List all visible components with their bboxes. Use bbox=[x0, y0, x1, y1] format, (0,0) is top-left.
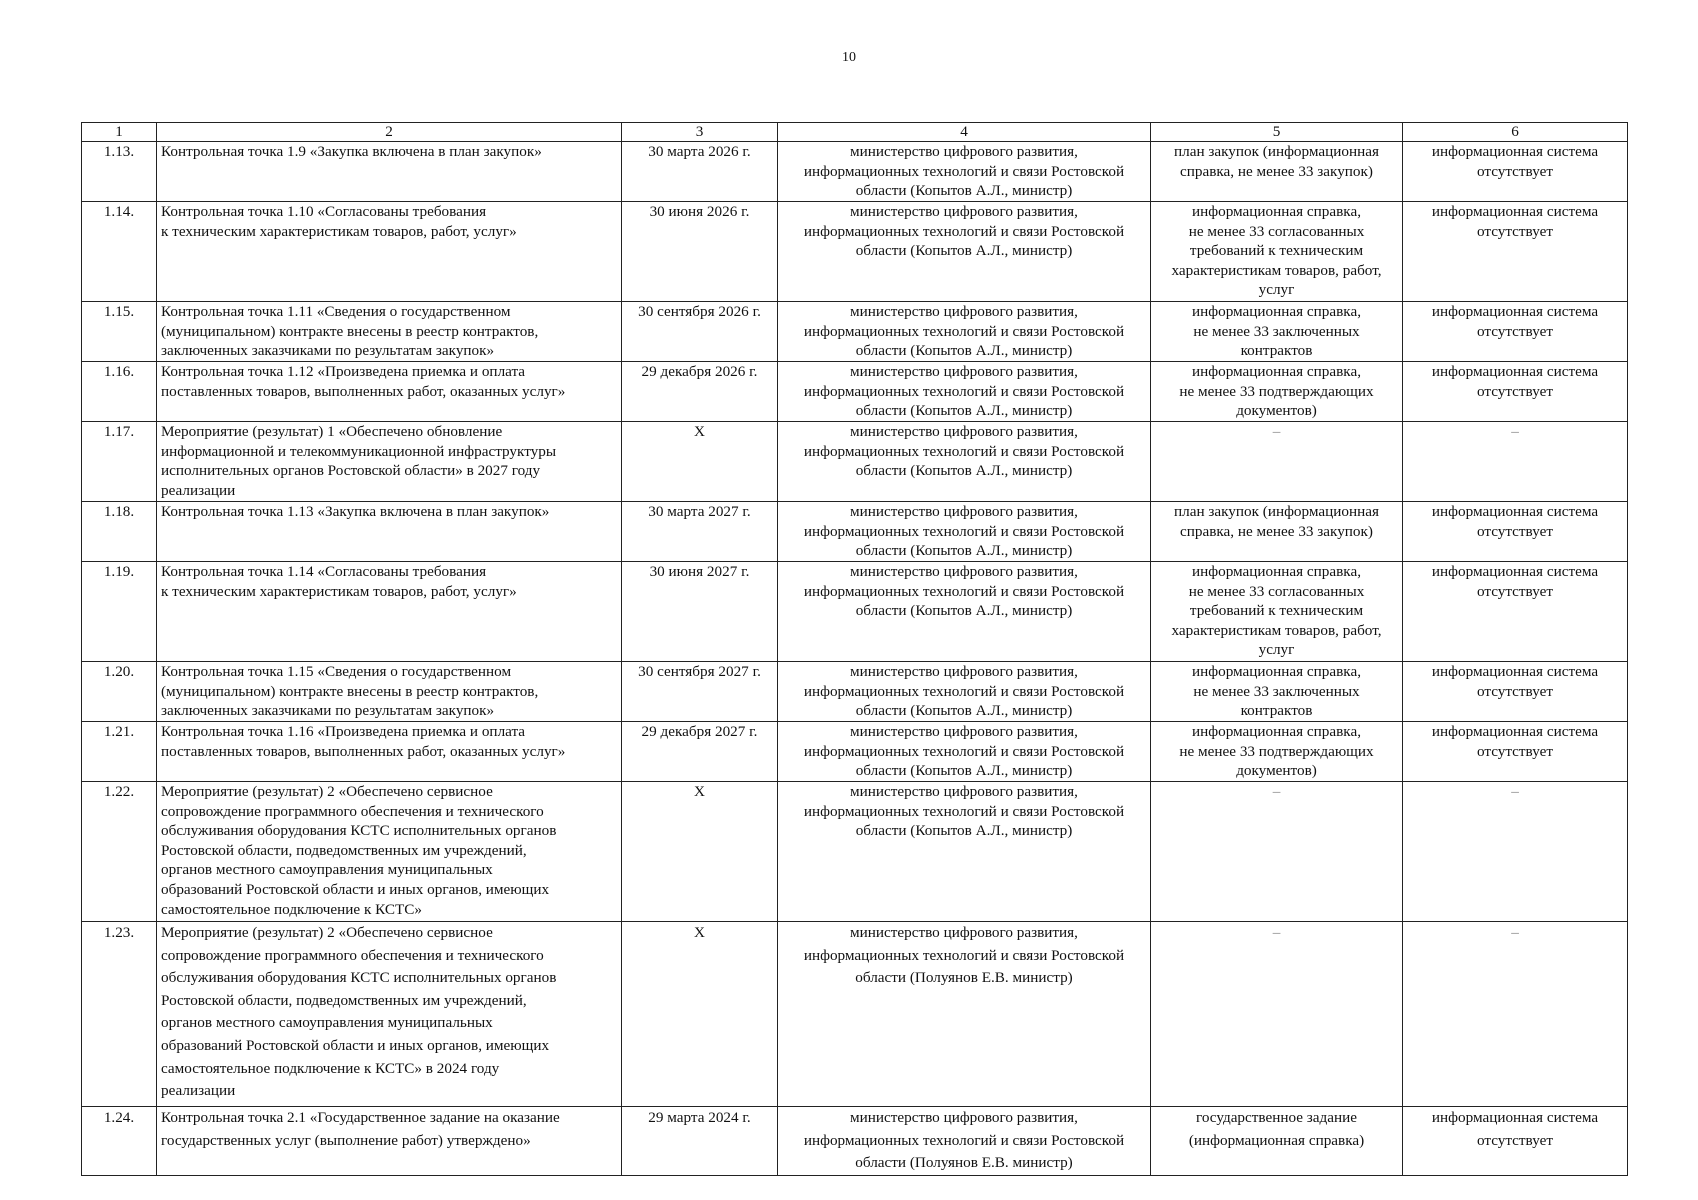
row-number: 1.13. bbox=[82, 142, 157, 202]
row-document: информационная справка, не менее 33 согласованных требований к техническим характеристикам товаров, работ, услуг bbox=[1151, 562, 1403, 662]
page-number: 10 bbox=[842, 50, 856, 65]
row-system: информационная система отсутствует bbox=[1403, 202, 1628, 302]
row-responsible: министерство цифрового развития, информационных технологий и связи Ростовской области (Копытов А.Л., министр) bbox=[778, 142, 1151, 202]
row-date: 29 декабря 2027 г. bbox=[622, 722, 778, 782]
row-system: информационная система отсутствует bbox=[1403, 502, 1628, 562]
row-document: план закупок (информационная справка, не менее 33 закупок) bbox=[1151, 502, 1403, 562]
plan-table bbox=[81, 122, 1628, 1176]
row-system: информационная система отсутствует bbox=[1403, 1107, 1628, 1176]
row-number: 1.23. bbox=[82, 922, 157, 1107]
row-document: – bbox=[1151, 422, 1403, 502]
row-number: 1.16. bbox=[82, 362, 157, 422]
row-number: 1.20. bbox=[82, 662, 157, 722]
row-responsible: министерство цифрового развития, информационных технологий и связи Ростовской области (Полуянов Е.В. министр) bbox=[778, 922, 1151, 1107]
row-name: Контрольная точка 1.14 «Согласованы требования к техническим характеристикам товаров, работ, услуг» bbox=[157, 562, 622, 662]
row-name: Контрольная точка 1.11 «Сведения о государственном (муниципальном) контракте внесены в реестр контрактов, заключенных заказчиками по результатам закупок» bbox=[157, 302, 622, 362]
row-responsible: министерство цифрового развития, информационных технологий и связи Ростовской области (Копытов А.Л., министр) bbox=[778, 202, 1151, 302]
row-name: Контрольная точка 1.16 «Произведена приемка и оплата поставленных товаров, выполненных работ, оказанных услуг» bbox=[157, 722, 622, 782]
header-cell: 1 bbox=[82, 123, 157, 142]
row-date: 30 сентября 2026 г. bbox=[622, 302, 778, 362]
row-responsible: министерство цифрового развития, информационных технологий и связи Ростовской области (Копытов А.Л., министр) bbox=[778, 422, 1151, 502]
row-system: информационная система отсутствует bbox=[1403, 722, 1628, 782]
table-row bbox=[82, 562, 1628, 662]
row-responsible: министерство цифрового развития, информационных технологий и связи Ростовской области (Копытов А.Л., министр) bbox=[778, 362, 1151, 422]
header-cell: 3 bbox=[622, 123, 778, 142]
row-name: Контрольная точка 1.13 «Закупка включена в план закупок» bbox=[157, 502, 622, 562]
header-cell: 6 bbox=[1403, 123, 1628, 142]
row-responsible: министерство цифрового развития, информационных технологий и связи Ростовской области (Полуянов Е.В. министр) bbox=[778, 1107, 1151, 1176]
row-date: 30 марта 2027 г. bbox=[622, 502, 778, 562]
row-date: 30 июня 2026 г. bbox=[622, 202, 778, 302]
table-row bbox=[82, 922, 1628, 1107]
row-responsible: министерство цифрового развития, информационных технологий и связи Ростовской области (Копытов А.Л., министр) bbox=[778, 502, 1151, 562]
row-document: – bbox=[1151, 782, 1403, 922]
row-number: 1.22. bbox=[82, 782, 157, 922]
row-number: 1.21. bbox=[82, 722, 157, 782]
row-responsible: министерство цифрового развития, информационных технологий и связи Ростовской области (Копытов А.Л., министр) bbox=[778, 562, 1151, 662]
table-row bbox=[82, 142, 1628, 202]
row-responsible: министерство цифрового развития, информационных технологий и связи Ростовской области (Копытов А.Л., министр) bbox=[778, 782, 1151, 922]
header-cell: 4 bbox=[778, 123, 1151, 142]
row-document: план закупок (информационная справка, не менее 33 закупок) bbox=[1151, 142, 1403, 202]
table-row bbox=[82, 722, 1628, 782]
row-date: 29 марта 2024 г. bbox=[622, 1107, 778, 1176]
row-number: 1.24. bbox=[82, 1107, 157, 1176]
row-responsible: министерство цифрового развития, информационных технологий и связи Ростовской области (Копытов А.Л., министр) bbox=[778, 662, 1151, 722]
row-document: информационная справка, не менее 33 подтверждающих документов) bbox=[1151, 362, 1403, 422]
row-number: 1.17. bbox=[82, 422, 157, 502]
table-row bbox=[82, 422, 1628, 502]
row-date: Х bbox=[622, 782, 778, 922]
row-system: – bbox=[1403, 922, 1628, 1107]
row-date: Х bbox=[622, 922, 778, 1107]
row-document: государственное задание (информационная справка) bbox=[1151, 1107, 1403, 1176]
row-document: информационная справка, не менее 33 согласованных требований к техническим характеристикам товаров, работ, услуг bbox=[1151, 202, 1403, 302]
row-system: информационная система отсутствует bbox=[1403, 362, 1628, 422]
row-number: 1.15. bbox=[82, 302, 157, 362]
row-name: Контрольная точка 1.10 «Согласованы требования к техническим характеристикам товаров, работ, услуг» bbox=[157, 202, 622, 302]
row-name: Мероприятие (результат) 1 «Обеспечено обновление информационной и телекоммуникационной инфраструктуры исполнительных органов Ростовской области» в 2027 году реализации bbox=[157, 422, 622, 502]
table-row bbox=[82, 662, 1628, 722]
row-name: Контрольная точка 1.12 «Произведена приемка и оплата поставленных товаров, выполненных работ, оказанных услуг» bbox=[157, 362, 622, 422]
row-system: информационная система отсутствует bbox=[1403, 302, 1628, 362]
table-row bbox=[82, 302, 1628, 362]
row-name: Контрольная точка 2.1 «Государственное задание на оказание государственных услуг (выполнение работ) утверждено» bbox=[157, 1107, 622, 1176]
row-date: 29 декабря 2026 г. bbox=[622, 362, 778, 422]
row-number: 1.14. bbox=[82, 202, 157, 302]
table-row bbox=[82, 202, 1628, 302]
row-document: информационная справка, не менее 33 заключенных контрактов bbox=[1151, 302, 1403, 362]
header-cell: 2 bbox=[157, 123, 622, 142]
row-responsible: министерство цифрового развития, информационных технологий и связи Ростовской области (Копытов А.Л., министр) bbox=[778, 722, 1151, 782]
row-number: 1.18. bbox=[82, 502, 157, 562]
row-name: Мероприятие (результат) 2 «Обеспечено сервисное сопровождение программного обеспечения и технического обслуживания оборудования КСТС исполнительных органов Ростовской области, подведомственных им учреждений, органов местного самоуправления муниципальных образований Ростовской области и иных органов, имеющих самостоятельное подключение к КСТС» в 2024 году реализации bbox=[157, 922, 622, 1107]
row-name: Контрольная точка 1.15 «Сведения о государственном (муниципальном) контракте внесены в реестр контрактов, заключенных заказчиками по результатам закупок» bbox=[157, 662, 622, 722]
row-system: информационная система отсутствует bbox=[1403, 662, 1628, 722]
row-date: 30 марта 2026 г. bbox=[622, 142, 778, 202]
row-document: информационная справка, не менее 33 заключенных контрактов bbox=[1151, 662, 1403, 722]
row-date: Х bbox=[622, 422, 778, 502]
table-row bbox=[82, 362, 1628, 422]
row-document: информационная справка, не менее 33 подтверждающих документов) bbox=[1151, 722, 1403, 782]
table-row bbox=[82, 502, 1628, 562]
row-system: информационная система отсутствует bbox=[1403, 562, 1628, 662]
row-name: Контрольная точка 1.9 «Закупка включена в план закупок» bbox=[157, 142, 622, 202]
row-document: – bbox=[1151, 922, 1403, 1107]
header-cell: 5 bbox=[1151, 123, 1403, 142]
row-system: информационная система отсутствует bbox=[1403, 142, 1628, 202]
row-date: 30 сентября 2027 г. bbox=[622, 662, 778, 722]
table-row bbox=[82, 1107, 1628, 1176]
row-number: 1.19. bbox=[82, 562, 157, 662]
row-name: Мероприятие (результат) 2 «Обеспечено сервисное сопровождение программного обеспечения и технического обслуживания оборудования КСТС исполнительных органов Ростовской области, подведомственных им учреждений, органов местного самоуправления муниципальных образований Ростовской области и иных органов, имеющих самостоятельное подключение к КСТС» bbox=[157, 782, 622, 922]
table-row bbox=[82, 782, 1628, 922]
row-system: – bbox=[1403, 782, 1628, 922]
row-date: 30 июня 2027 г. bbox=[622, 562, 778, 662]
table-header-row bbox=[82, 123, 1628, 142]
row-responsible: министерство цифрового развития, информационных технологий и связи Ростовской области (Копытов А.Л., министр) bbox=[778, 302, 1151, 362]
row-system: – bbox=[1403, 422, 1628, 502]
